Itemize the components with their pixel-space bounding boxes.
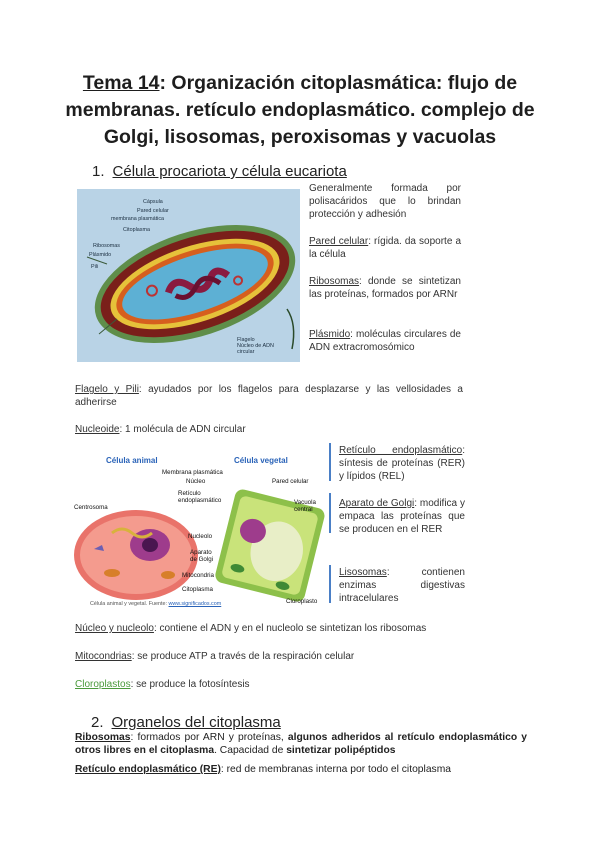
- title-tema: Tema 14: [82, 72, 160, 94]
- note-golgi: Aparato de Golgi: modifica y empaca las proteínas que se producen en el RER: [339, 498, 465, 535]
- prokaryote-cell-illustration: [77, 189, 300, 362]
- note-mitocondrias: Mitocondrias: se produce ATP a través de la respiración celular: [75, 651, 355, 662]
- marker-line-reticulo: [329, 443, 331, 481]
- paragraph-reticulo: Retículo endoplasmático (RE): red de membranas interna por todo el citoplasma: [75, 764, 451, 775]
- note-reticulo: Retículo endoplasmático: síntesis de proteínas (RER) y lípidos (REL): [339, 445, 465, 482]
- note-nucleo-nucleolo: Núcleo y nucleolo: contiene el ADN y en el nucleolo se sintetizan los ribosomas: [75, 623, 427, 634]
- note-capsula: Generalmente formada por polisacáridos que lo brindan protección y adhesión: [309, 183, 461, 220]
- figure-source-link[interactable]: www.significados.com: [168, 601, 222, 607]
- page-title: [40, 70, 560, 151]
- label-membrana: membrana plasmática: [111, 216, 165, 222]
- label-membrana-plasmatica: Membrana plasmática: [162, 469, 223, 476]
- label-ribosomas: Ribosomas: [93, 243, 120, 249]
- label-flagelo: Flagelo: [237, 337, 255, 343]
- label-vacuola: Vacuola central: [294, 499, 316, 513]
- eukaryote-figure: [72, 453, 326, 611]
- label-golgi: Aparato de Golgi: [190, 549, 214, 563]
- label-plasmido: Plásmido: [89, 252, 112, 258]
- note-flagelo-pili: Flagelo y Pili: ayudados por los flagelos para desplazarse y las vellosidades a adherirse: [75, 384, 463, 408]
- section-1-title: Célula procariota y célula eucariota: [112, 163, 347, 180]
- note-plasmido: Plásmido: moléculas circulares de ADN extracromosómico: [309, 329, 461, 353]
- label-cloroplasto: Cloroplasto: [286, 598, 318, 605]
- section-1-number: 1.: [92, 163, 105, 180]
- label-reticulo: Retículo endoplasmático: [178, 490, 222, 504]
- note-lisosomas: Lisosomas: contienen enzimas digestivas intracelulares: [339, 567, 465, 604]
- note-pared-celular: Pared celular: rígida. da soporte a la célula: [309, 236, 462, 260]
- label-pared: Pared celular: [137, 208, 169, 214]
- section-2-title: Organelos del citoplasma: [111, 714, 281, 731]
- label-pared-celular-veg: Pared celular: [272, 478, 309, 485]
- label-citoplasma: Citoplasma: [123, 227, 150, 233]
- paragraph-ribosomas: Ribosomas: formados por ARN y proteínas, algunos adheridos al retículo endoplasmático y otros libres en el citoplasma. Capacidad de sintetizar polipéptidos: [75, 732, 527, 756]
- label-mitocondria: Mitocondria: [182, 572, 214, 579]
- label-capsula: Cápsula: [143, 199, 163, 205]
- label-nucleolo: Nucleolo: [188, 533, 213, 540]
- section-2-number: 2.: [91, 714, 104, 731]
- label-nucleo-euk: Núcleo: [186, 478, 206, 485]
- title-rest: : Organización citoplasmática: flujo de membranas. retículo endoplasmático. complejo de Golgi, lisosomas, peroxisomas y vacuolas: [65, 72, 535, 148]
- note-cloroplastos: Cloroplastos: se produce la fotosíntesis: [75, 679, 250, 690]
- label-nucleo: Núcleo de ADN circular: [237, 343, 274, 355]
- label-centrosoma: Centrosoma: [74, 504, 108, 511]
- section-1-heading: [92, 163, 347, 180]
- label-pili: Pili: [91, 264, 99, 270]
- note-nucleoide: Nucleoide: 1 molécula de ADN circular: [75, 424, 246, 435]
- marker-line-lisosomas: [329, 565, 331, 603]
- marker-line-golgi: [329, 493, 331, 533]
- note-ribosomas: Ribosomas: donde se sintetizan las proteínas, formados por ARNr: [309, 276, 461, 300]
- animal-cell-title: Célula animal: [106, 456, 158, 465]
- plant-cell-title: Célula vegetal: [234, 456, 288, 465]
- figure-caption: Célula animal y vegetal. Fuente: www.significados.com: [90, 601, 222, 607]
- section-2-heading: [91, 714, 281, 731]
- label-citoplasma-euk: Citoplasma: [182, 586, 213, 593]
- prokaryote-figure: [77, 189, 300, 362]
